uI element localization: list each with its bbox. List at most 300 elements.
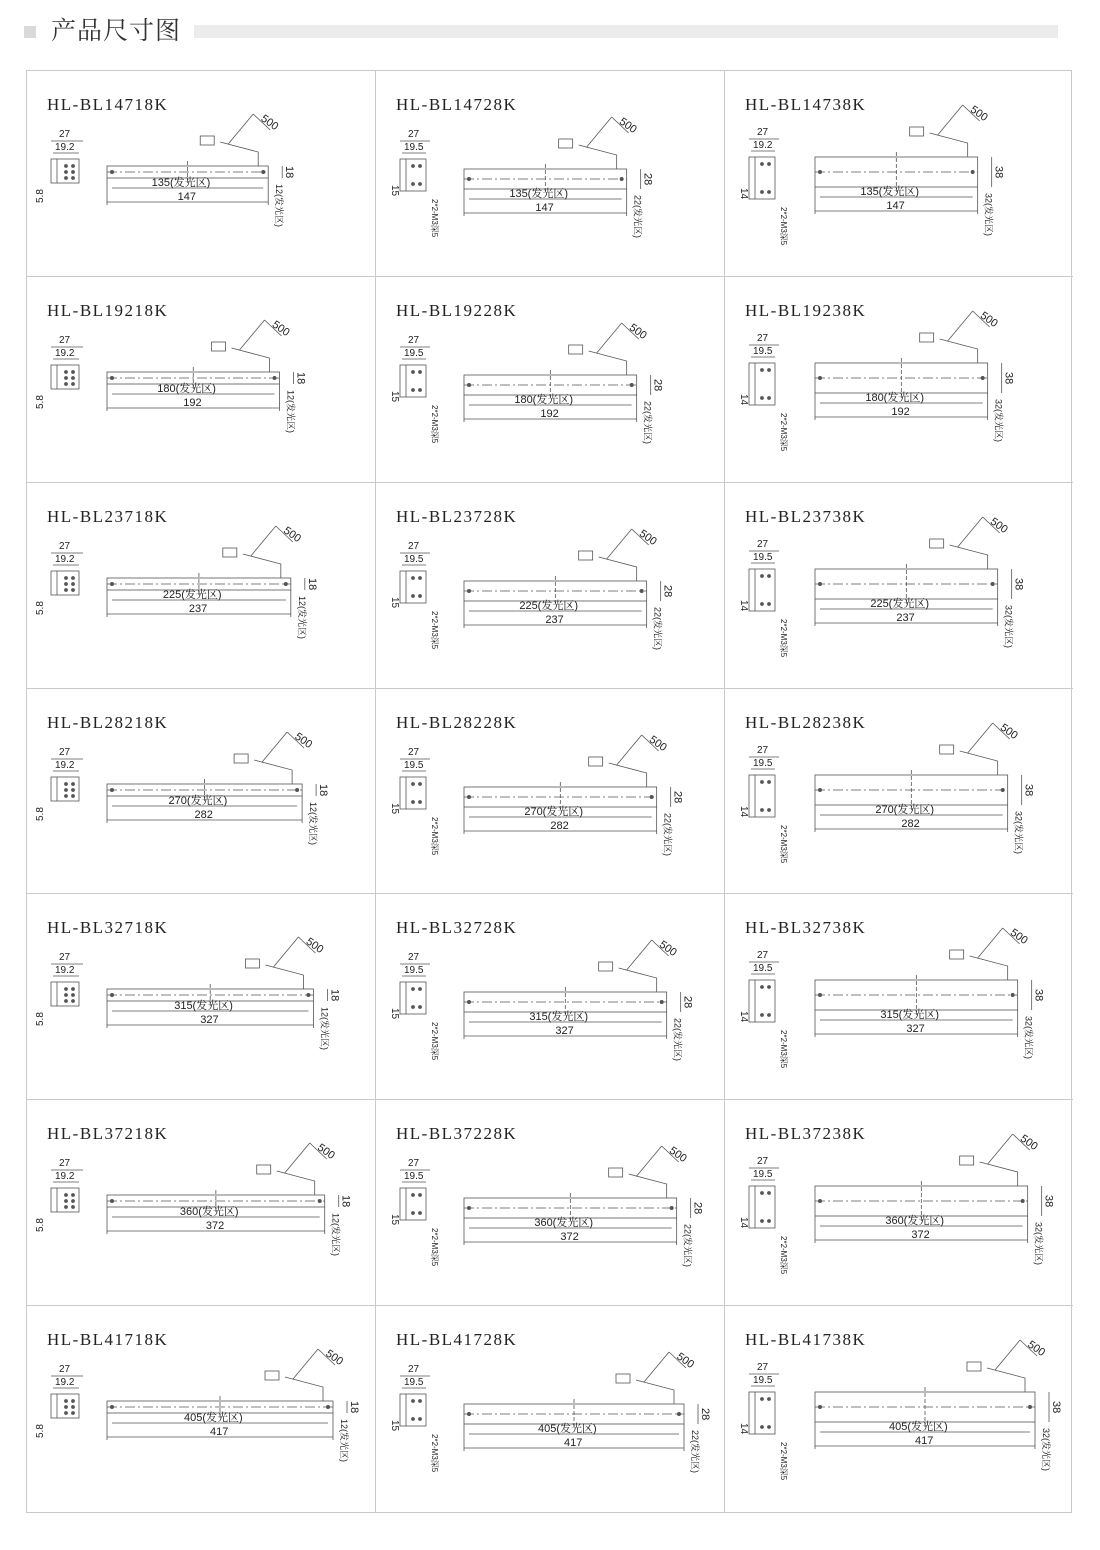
screw-hole-icon	[65, 988, 68, 991]
dim-mount-inner: 19.5	[753, 963, 773, 975]
screw-hole-icon	[412, 1400, 415, 1403]
dim-mount-inner: 19.2	[55, 1377, 75, 1389]
dim-height: 28	[691, 1202, 704, 1215]
dimension-drawing	[27, 689, 376, 895]
model-name: HL-BL37218K	[47, 1124, 169, 1144]
mount-hole-icon	[467, 589, 470, 592]
dim-lit-length: 360(发光区)	[534, 1217, 594, 1230]
dim-lit-height: 22(发光区)	[672, 1018, 683, 1062]
dim-mount-inner: 19.5	[404, 553, 424, 565]
screw-hole-icon	[72, 1400, 75, 1403]
side-view-outline	[400, 159, 426, 191]
dim-mount-width: 27	[408, 1158, 420, 1170]
dim-cable-length: 500	[636, 527, 659, 548]
mount-hole-icon	[818, 582, 821, 585]
product-card-hl-bl37218k	[27, 1100, 376, 1306]
mount-hole-icon	[110, 170, 113, 173]
cable-icon	[285, 1377, 323, 1401]
dim-screw-spec: 2*2-M3深5	[779, 1442, 788, 1481]
connector-icon	[950, 950, 964, 959]
dim-mount-width: 27	[59, 334, 71, 346]
dim-lit-length: 135(发光区)	[860, 186, 920, 198]
product-card-hl-bl14738k	[725, 71, 1073, 277]
screw-hole-icon	[761, 1220, 764, 1223]
dim-mount-width: 27	[408, 952, 420, 964]
screw-hole-icon	[65, 171, 68, 174]
screw-hole-icon	[412, 165, 415, 168]
connector-icon	[245, 959, 259, 968]
dim-mount-inner: 19.2	[55, 759, 75, 771]
mount-hole-icon	[1011, 994, 1014, 997]
screw-hole-icon	[72, 376, 75, 379]
screw-hole-icon	[768, 780, 771, 783]
screw-hole-icon	[419, 1212, 422, 1215]
dim-lit-length: 360(发光区)	[885, 1215, 945, 1228]
model-name: HL-BL14738K	[745, 95, 867, 114]
product-card-hl-bl41728k	[376, 1306, 725, 1512]
dim-lit-height: 12(发光区)	[296, 595, 307, 639]
cable-icon	[579, 145, 617, 169]
mount-hole-icon	[981, 376, 984, 379]
connector-icon	[200, 136, 214, 145]
screw-hole-icon	[761, 1192, 764, 1195]
mount-hole-icon	[620, 177, 623, 180]
dim-side-offset: 5.8	[35, 806, 46, 821]
connector-icon	[967, 1362, 981, 1371]
dim-height: 18	[339, 1195, 352, 1208]
screw-hole-icon	[72, 788, 75, 791]
connector-icon	[616, 1374, 630, 1383]
product-card-hl-bl19228k	[376, 277, 725, 483]
screw-hole-icon	[65, 1206, 68, 1209]
dim-side-offset: 5.8	[35, 600, 46, 615]
screw-hole-icon	[65, 1406, 68, 1409]
mount-hole-icon	[670, 1207, 673, 1210]
dim-cable-length: 500	[258, 112, 281, 133]
dim-side-offset: 5.8	[35, 189, 46, 203]
dim-mount-width: 27	[59, 952, 71, 964]
dim-lit-height: 32(发光区)	[1033, 1222, 1044, 1266]
screw-hole-icon	[72, 1194, 75, 1197]
mount-hole-icon	[1001, 788, 1004, 791]
model-name: HL-BL23728K	[396, 506, 518, 526]
dimension-drawing	[376, 1306, 725, 1512]
product-card-hl-bl37228k	[376, 1100, 725, 1306]
dim-height: 18	[283, 166, 296, 179]
cable-icon	[960, 751, 998, 775]
header-divider-bar	[194, 25, 1058, 38]
screw-hole-icon	[419, 183, 422, 186]
mount-hole-icon	[818, 788, 821, 791]
dim-lit-length: 270(发光区)	[524, 805, 584, 818]
dim-lit-length: 360(发光区)	[179, 1206, 239, 1219]
connector-icon	[960, 1156, 974, 1165]
mount-hole-icon	[273, 376, 276, 379]
screw-hole-icon	[65, 1000, 68, 1003]
dimension-drawing	[725, 71, 1073, 277]
screw-hole-icon	[419, 388, 422, 391]
dim-total-length: 282	[550, 819, 569, 832]
screw-hole-icon	[65, 382, 68, 385]
screw-hole-icon	[72, 782, 75, 785]
mount-hole-icon	[110, 994, 113, 997]
product-card-hl-bl37238k	[725, 1100, 1073, 1306]
dim-mount-width: 27	[59, 1158, 71, 1170]
dim-mount-width: 27	[757, 127, 769, 138]
screw-hole-icon	[412, 183, 415, 186]
screw-hole-icon	[65, 782, 68, 785]
screw-hole-icon	[65, 1412, 68, 1415]
dim-cable-length: 500	[646, 733, 669, 754]
dimension-drawing	[27, 483, 376, 689]
screw-hole-icon	[412, 1194, 415, 1197]
dim-side-offset: 14	[738, 805, 749, 817]
dim-lit-length: 270(发光区)	[875, 803, 935, 816]
dim-lit-height: 12(发光区)	[319, 1007, 330, 1051]
model-name: HL-BL28218K	[47, 712, 169, 732]
dim-mount-inner: 19.2	[55, 965, 75, 977]
dim-side-offset: 14	[738, 188, 749, 200]
model-name: HL-BL37238K	[745, 1124, 867, 1144]
screw-hole-icon	[65, 788, 68, 791]
connector-icon	[920, 333, 934, 342]
dim-mount-inner: 19.2	[55, 1171, 75, 1183]
dim-lit-height: 22(发光区)	[662, 812, 673, 856]
cable-icon	[636, 1380, 674, 1404]
screw-hole-icon	[768, 1426, 771, 1429]
screw-hole-icon	[761, 1426, 764, 1429]
model-name: HL-BL14728K	[396, 95, 518, 114]
dim-screw-spec: 2*2-M3深5	[430, 404, 439, 444]
side-view-outline	[400, 1188, 426, 1220]
screw-hole-icon	[419, 594, 422, 597]
screw-hole-icon	[768, 1192, 771, 1195]
model-name: HL-BL19218K	[47, 300, 169, 320]
dim-cable-length: 500	[656, 939, 679, 960]
dim-side-offset: 14	[738, 1423, 749, 1435]
screw-hole-icon	[419, 988, 422, 991]
screw-hole-icon	[65, 794, 68, 797]
cable-icon	[980, 1162, 1018, 1186]
dim-height: 28	[661, 584, 674, 597]
mount-hole-icon	[467, 1207, 470, 1210]
screw-hole-icon	[412, 1006, 415, 1009]
dim-mount-width: 27	[408, 1364, 420, 1376]
product-card-hl-bl19218k	[27, 277, 376, 483]
screw-hole-icon	[419, 782, 422, 785]
screw-hole-icon	[72, 588, 75, 591]
dim-lit-length: 405(发光区)	[184, 1412, 243, 1425]
dim-lit-height: 12(发光区)	[339, 1419, 349, 1463]
dim-total-length: 417	[915, 1435, 934, 1448]
product-card-hl-bl32738k	[725, 894, 1073, 1100]
mount-hole-icon	[318, 1200, 321, 1203]
screw-hole-icon	[761, 163, 764, 166]
dim-lit-length: 225(发光区)	[870, 597, 930, 610]
dim-screw-spec: 2*2-M3深5	[430, 1228, 439, 1267]
mount-hole-icon	[991, 582, 994, 585]
mount-hole-icon	[262, 170, 265, 173]
cable-icon	[277, 1171, 315, 1195]
dim-lit-height: 22(发光区)	[690, 1430, 700, 1474]
dim-mount-inner: 19.2	[55, 142, 75, 153]
connector-icon	[559, 139, 573, 148]
dim-lit-height: 12(发光区)	[330, 1213, 341, 1257]
dim-side-offset: 15	[389, 185, 400, 197]
dim-lit-length: 315(发光区)	[174, 1000, 233, 1013]
cable-icon	[629, 1174, 667, 1198]
dim-total-length: 372	[560, 1231, 579, 1244]
dim-screw-spec: 2*2-M3深5	[779, 618, 788, 657]
dim-height: 38	[1042, 1195, 1055, 1208]
connector-icon	[589, 757, 603, 766]
dimension-drawing	[27, 71, 376, 277]
dim-height: 18	[294, 371, 307, 385]
screw-hole-icon	[768, 163, 771, 166]
dim-side-offset: 5.8	[35, 1218, 46, 1233]
dim-screw-spec: 2*2-M3深5	[779, 412, 788, 452]
screw-hole-icon	[72, 1200, 75, 1203]
model-name: HL-BL32728K	[396, 918, 518, 938]
cable-icon	[950, 545, 988, 569]
dim-height: 18	[317, 783, 330, 796]
screw-hole-icon	[412, 594, 415, 597]
product-card-hl-bl28238k	[725, 689, 1073, 895]
screw-hole-icon	[65, 588, 68, 591]
mount-hole-icon	[110, 1200, 113, 1203]
dim-mount-inner: 19.5	[404, 1377, 424, 1389]
model-name: HL-BL41718K	[47, 1330, 169, 1350]
product-card-hl-bl19238k	[725, 277, 1073, 483]
dim-height: 38	[1012, 577, 1025, 590]
dim-lit-height: 12(发光区)	[308, 801, 319, 845]
screw-hole-icon	[412, 782, 415, 785]
screw-hole-icon	[768, 1014, 771, 1017]
dimension-drawing	[376, 894, 725, 1100]
model-name: HL-BL28228K	[396, 712, 518, 732]
dim-lit-length: 225(发光区)	[519, 599, 579, 612]
dim-height: 38	[992, 166, 1005, 179]
product-card-hl-bl32728k	[376, 894, 725, 1100]
dim-mount-inner: 19.5	[404, 142, 424, 153]
product-card-hl-bl23718k	[27, 483, 376, 689]
dim-total-length: 327	[200, 1014, 219, 1027]
dim-cable-length: 500	[1025, 1338, 1048, 1360]
screw-hole-icon	[72, 988, 75, 991]
screw-hole-icon	[419, 370, 422, 373]
screw-hole-icon	[72, 994, 75, 997]
dim-cable-length: 500	[1007, 927, 1030, 948]
dimension-drawing	[27, 1306, 376, 1512]
mount-hole-icon	[1021, 1200, 1024, 1203]
mount-hole-icon	[467, 383, 470, 386]
mount-hole-icon	[677, 1413, 680, 1416]
mount-hole-icon	[650, 795, 653, 798]
mount-hole-icon	[818, 1406, 821, 1409]
cable-icon	[619, 968, 657, 992]
connector-icon	[265, 1371, 279, 1380]
screw-hole-icon	[768, 396, 771, 399]
screw-hole-icon	[65, 1200, 68, 1203]
screw-hole-icon	[72, 1412, 75, 1415]
dim-lit-height: 22(发光区)	[652, 606, 663, 650]
screw-hole-icon	[72, 582, 75, 585]
screw-hole-icon	[419, 1400, 422, 1403]
screw-hole-icon	[419, 576, 422, 579]
dim-total-length: 282	[901, 817, 920, 830]
product-card-hl-bl28218k	[27, 689, 376, 895]
screw-hole-icon	[768, 1398, 771, 1401]
screw-hole-icon	[761, 602, 764, 605]
dimension-drawing	[725, 1306, 1073, 1512]
dim-cable-length: 500	[987, 515, 1010, 536]
dim-height: 28	[699, 1408, 711, 1421]
mount-hole-icon	[660, 1001, 663, 1004]
dim-mount-inner: 19.5	[404, 347, 424, 359]
dim-cable-length: 500	[281, 524, 304, 545]
connector-icon	[234, 754, 248, 763]
dim-mount-width: 27	[757, 332, 769, 344]
dim-lit-height: 22(发光区)	[642, 400, 653, 444]
screw-hole-icon	[412, 800, 415, 803]
model-name: HL-BL32738K	[745, 918, 867, 938]
screw-hole-icon	[65, 1194, 68, 1197]
dim-height: 38	[1002, 371, 1015, 385]
screw-hole-icon	[419, 1418, 422, 1421]
dim-side-offset: 15	[389, 390, 400, 402]
mount-hole-icon	[818, 1200, 821, 1203]
screw-hole-icon	[72, 794, 75, 797]
screw-hole-icon	[72, 1206, 75, 1209]
dim-lit-height: 32(发光区)	[993, 398, 1004, 442]
dim-mount-width: 27	[408, 540, 420, 552]
dim-total-length: 327	[906, 1023, 925, 1036]
dimension-drawing	[376, 71, 725, 277]
dim-side-offset: 5.8	[35, 1424, 46, 1439]
dim-total-length: 372	[205, 1220, 225, 1233]
screw-hole-icon	[65, 576, 68, 579]
dim-side-offset: 5.8	[35, 1012, 46, 1027]
dim-cable-length: 500	[626, 321, 649, 342]
dim-mount-inner: 19.5	[753, 551, 773, 563]
dim-mount-width: 27	[757, 1156, 769, 1168]
model-name: HL-BL23738K	[745, 506, 867, 526]
dim-cable-length: 500	[269, 318, 292, 339]
dim-screw-spec: 2*2-M3深5	[779, 1236, 788, 1275]
mount-hole-icon	[110, 376, 113, 379]
dim-screw-spec: 2*2-M3深5	[430, 610, 439, 649]
dim-mount-width: 27	[408, 129, 420, 140]
screw-hole-icon	[412, 388, 415, 391]
cable-icon	[254, 760, 292, 784]
dim-lit-height: 22(发光区)	[632, 195, 643, 239]
dim-total-length: 237	[545, 613, 564, 626]
screw-hole-icon	[65, 994, 68, 997]
dim-side-offset: 15	[389, 1008, 400, 1020]
screw-hole-icon	[65, 165, 68, 168]
dimension-drawing	[725, 1100, 1073, 1306]
connector-icon	[599, 962, 613, 971]
connector-icon	[257, 1165, 271, 1174]
dim-side-offset: 14	[738, 1217, 749, 1229]
page-title: 产品尺寸图	[51, 16, 182, 45]
connector-icon	[212, 342, 226, 351]
screw-hole-icon	[72, 1000, 75, 1003]
screw-hole-icon	[419, 1006, 422, 1009]
dim-mount-inner: 19.5	[753, 345, 773, 357]
dim-lit-height: 32(发光区)	[983, 193, 994, 237]
mount-hole-icon	[326, 1406, 329, 1409]
dim-cable-length: 500	[292, 730, 315, 751]
connector-icon	[930, 539, 944, 548]
screw-hole-icon	[412, 1212, 415, 1215]
screw-hole-icon	[419, 165, 422, 168]
screw-hole-icon	[72, 177, 75, 180]
dim-cable-length: 500	[1017, 1132, 1040, 1154]
dim-total-length: 417	[564, 1437, 583, 1450]
mount-hole-icon	[818, 376, 821, 379]
dim-side-offset: 15	[389, 802, 400, 814]
mount-hole-icon	[971, 170, 974, 173]
dim-cable-length: 500	[323, 1347, 346, 1369]
cable-icon	[232, 348, 270, 372]
dimension-drawing	[27, 1100, 376, 1306]
dim-cable-length: 500	[674, 1350, 697, 1372]
dim-mount-inner: 19.2	[753, 140, 773, 151]
dim-height: 18	[348, 1401, 360, 1414]
connector-icon	[579, 551, 593, 560]
mount-hole-icon	[467, 1001, 470, 1004]
dim-mount-width: 27	[59, 540, 71, 552]
dim-screw-spec: 2*2-M3深5	[430, 1434, 439, 1473]
dim-height: 38	[1032, 989, 1045, 1002]
dim-cable-length: 500	[314, 1141, 337, 1163]
cable-icon	[940, 339, 978, 363]
dim-cable-length: 500	[303, 936, 326, 957]
dim-lit-length: 225(发光区)	[162, 588, 222, 601]
dim-screw-spec: 2*2-M3深5	[430, 816, 439, 855]
dim-cable-length: 500	[616, 115, 639, 136]
mount-hole-icon	[467, 1413, 470, 1416]
dimension-drawing	[725, 689, 1073, 895]
screw-hole-icon	[768, 574, 771, 577]
mount-hole-icon	[296, 788, 299, 791]
dim-lit-height: 32(发光区)	[1041, 1428, 1051, 1472]
screw-hole-icon	[412, 1418, 415, 1421]
connector-icon	[569, 345, 583, 354]
product-card-hl-bl41738k	[725, 1306, 1073, 1512]
dim-lit-length: 180(发光区)	[865, 391, 925, 404]
screw-hole-icon	[768, 808, 771, 811]
dimension-drawing	[725, 277, 1073, 483]
dim-screw-spec: 2*2-M3深5	[430, 1022, 439, 1061]
dimension-drawing	[725, 483, 1073, 689]
dim-height: 18	[328, 989, 341, 1002]
cable-icon	[930, 133, 968, 157]
dim-mount-width: 27	[59, 1364, 71, 1376]
screw-hole-icon	[761, 780, 764, 783]
cable-icon	[243, 554, 281, 578]
dim-mount-width: 27	[408, 334, 420, 346]
dim-height: 38	[1022, 783, 1035, 796]
dim-lit-height: 22(发光区)	[682, 1224, 693, 1268]
model-name: HL-BL37228K	[396, 1124, 518, 1144]
model-name: HL-BL19238K	[745, 300, 867, 320]
model-name: HL-BL14718K	[47, 95, 169, 114]
dim-side-offset: 15	[389, 1420, 400, 1432]
mount-hole-icon	[630, 383, 633, 386]
dimension-drawing	[27, 894, 376, 1100]
